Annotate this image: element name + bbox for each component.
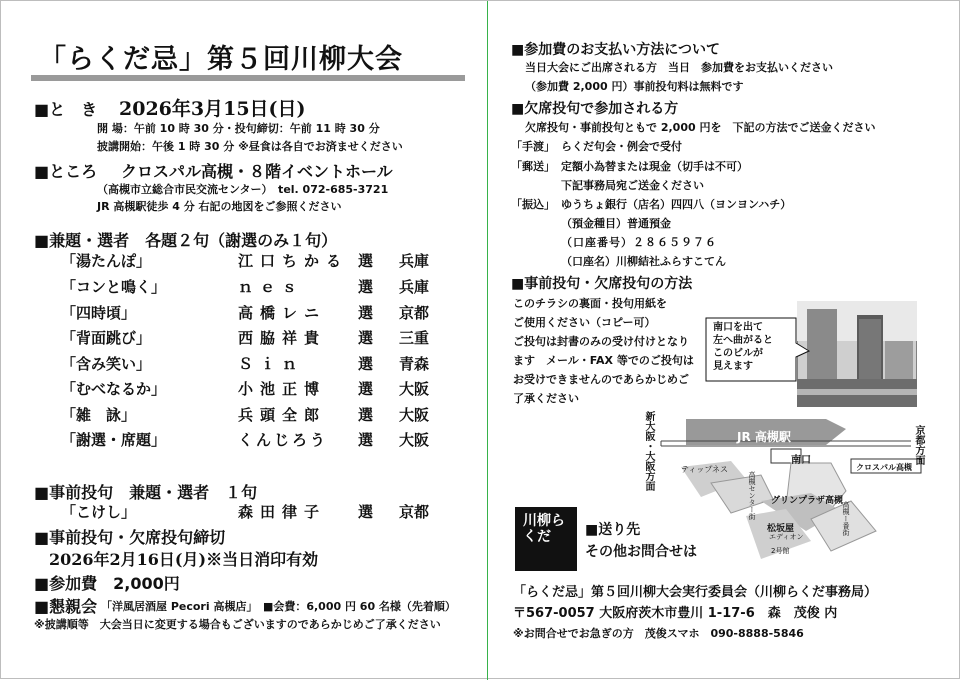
callout-line: 見えます — [713, 361, 753, 372]
topic: 「四時頃」 — [61, 304, 137, 322]
prefecture: 青森 — [399, 355, 430, 373]
method-line: ご投句は封書のみの受け付けとなり — [513, 335, 689, 348]
fee: ■参加費 2,000円 — [34, 574, 180, 593]
prefecture: 大阪 — [399, 406, 430, 424]
judge: 高橋レニ — [238, 304, 327, 322]
sen: 選 — [358, 355, 374, 373]
event-date: 2026年3月15日(日) — [119, 98, 306, 120]
open-time: 開 場：午前 10 時 30 分・投句締切：午前 11 時 30 分 — [97, 122, 380, 135]
venue-sub: （高槻市立総合市民交流センター） tel. 072-685-3721 — [97, 183, 389, 196]
where-label: ■ところ — [34, 162, 98, 181]
judge: 兵頭全郎 — [238, 406, 327, 424]
map-bldg2: 2号館 — [771, 547, 790, 555]
prefecture: 京都 — [399, 503, 430, 521]
method-line: 了承ください — [513, 392, 579, 405]
judge: 森田律子 — [238, 503, 327, 521]
photo-callout — [713, 321, 773, 373]
send-heading: ■送り先 — [585, 522, 641, 538]
lecture-time: 披講開始：午後 1 時 30 分 ※昼食は各自でお済ませください — [97, 140, 403, 153]
topic: 「湯たんぽ」 — [61, 252, 152, 270]
sen: 選 — [358, 406, 374, 424]
map-to-osaka: 新大阪・大阪方面 — [643, 411, 654, 491]
topic: 「こけし」 — [61, 503, 137, 521]
pay-line2: （参加費 2,000 円）事前投句料は無料です — [525, 80, 744, 93]
judge: Ｓｉｎ — [238, 355, 305, 373]
topic: 「背面跳び」 — [61, 329, 152, 347]
party-label: ■懇親会 — [34, 597, 98, 616]
topic: 「雑 詠」 — [61, 406, 137, 424]
absent-line1: 欠席投句・事前投句ともで 2,000 円を 下記の方法でご送金ください — [525, 121, 876, 134]
deadline-heading: ■事前投句・欠席投句締切 — [34, 528, 226, 547]
method-line: このチラシの裏面・投句用紙を — [513, 297, 667, 310]
prefecture: 大阪 — [399, 431, 430, 449]
prefecture: 大阪 — [399, 380, 430, 398]
sen: 選 — [358, 380, 374, 398]
sen: 選 — [358, 304, 374, 322]
transfer-type: （預金種目）普通預金 — [561, 217, 671, 230]
mail-text: 定額小為替または現金（切手は不可） — [561, 160, 748, 173]
map-street2: 高槻ー番街 — [842, 501, 850, 536]
sen: 選 — [358, 431, 374, 449]
judge: 小池正博 — [238, 380, 327, 398]
topic: 「謝選・席題」 — [61, 431, 167, 449]
mail-label: 「郵送」 — [511, 160, 555, 173]
note: ※披講順等 大会当日に変更する場合もございますのであらかじめご了承ください — [34, 618, 441, 631]
send-sub: その他お問合せは — [585, 544, 697, 560]
pay-line1: 当日大会にご出席される方 当日 参加費をお支払いください — [525, 61, 833, 74]
map-south-exit: 南口 — [791, 455, 811, 466]
contact: ※お問合せでお急ぎの方 茂俊スマホ 090-8888-5846 — [513, 627, 804, 640]
absent-heading: ■欠席投句で参加される方 — [511, 101, 679, 117]
judge: 江口ちかる — [238, 252, 349, 270]
rakuda-logo — [515, 507, 577, 571]
hand-text: らくだ句会・例会で受付 — [561, 140, 682, 153]
party-detail: 「洋風居酒屋 Pecori 高槻店」 ■会費：6,000 円 60 名様（先着順） — [101, 600, 456, 613]
topics-heading: ■兼題・選者 各題２句（謝選のみ１句） — [34, 231, 338, 250]
topic: 「コンと鳴く」 — [61, 278, 167, 296]
prefecture: 三重 — [399, 329, 430, 347]
sen: 選 — [358, 329, 374, 347]
deadline-date: 2026年2月16日(月)※当日消印有効 — [49, 550, 319, 569]
map-crosspal: クロスパル高槻 — [856, 463, 912, 472]
callout-line: 南口を出て — [713, 322, 763, 333]
transfer-text: ゆうちょ銀行（店名）四四八（ヨンヨンハチ） — [561, 198, 792, 211]
pay-heading: ■参加費のお支払い方法について — [511, 42, 720, 58]
sen: 選 — [358, 503, 374, 521]
venue-access: JR 高槻駅徒歩 4 分 右記の地図をご参照ください — [97, 200, 342, 213]
page-title: 「らくだ忌」第５回川柳大会 — [39, 44, 403, 75]
transfer-label: 「振込」 — [511, 198, 555, 211]
judge: くんじろう — [238, 431, 329, 449]
sen: 選 — [358, 278, 374, 296]
prefecture: 兵庫 — [399, 252, 430, 270]
map-tipness: ティップネス — [681, 465, 729, 474]
organizer: 「らくだ忌」第５回川柳大会実行委員会（川柳らくだ事務局） — [513, 585, 878, 600]
topic: 「むべなるか」 — [61, 380, 167, 398]
prefecture: 兵庫 — [399, 278, 430, 296]
map-matsuzakaya: 松坂屋 — [767, 524, 795, 534]
topic: 「含み笑い」 — [61, 355, 152, 373]
callout-line: このビルが — [713, 348, 763, 359]
map-street1: 高槻センター街 — [748, 471, 756, 520]
method-line: ご使用ください（コピー可） — [513, 316, 656, 329]
map-to-kyoto: 京都方面 — [913, 425, 924, 465]
title-underline — [31, 75, 465, 81]
when-label: ■と き — [34, 100, 98, 119]
judge: ｎｅｓ — [238, 278, 305, 296]
pre-heading: ■事前投句 兼題・選者 １句 — [34, 483, 258, 502]
address: 〒567-0057 大阪府茨木市豊川 1-17-6 森 茂俊 内 — [513, 606, 838, 621]
callout-line: 左へ曲がると — [713, 335, 773, 346]
method-line: お受けできませんのであらかじめご — [513, 373, 689, 386]
prefecture: 京都 — [399, 304, 430, 322]
method-line: ます メール・FAX 等でのご投句は — [513, 354, 694, 367]
center-fold-line — [487, 1, 488, 680]
map-green-plaza: グリンプラザ高槻 — [771, 496, 844, 506]
logo-text: 川柳らくだ — [523, 513, 565, 545]
transfer-name: （口座名）川柳結社ふらすこてん — [561, 255, 726, 268]
building-photo — [797, 301, 917, 407]
judge: 西脇祥貴 — [238, 329, 327, 347]
venue-name: クロスパル高槻・８階イベントホール — [121, 162, 393, 181]
map-station: JR 高槻駅 — [737, 430, 791, 444]
mail-text2: 下記事務局宛ご送金ください — [561, 179, 704, 192]
map-edion: エディオン — [769, 533, 804, 541]
sen: 選 — [358, 252, 374, 270]
method-heading: ■事前投句・欠席投句の方法 — [511, 276, 693, 292]
transfer-number: （口座番号）２８６５９７６ — [561, 236, 717, 249]
hand-label: 「手渡」 — [511, 140, 555, 153]
